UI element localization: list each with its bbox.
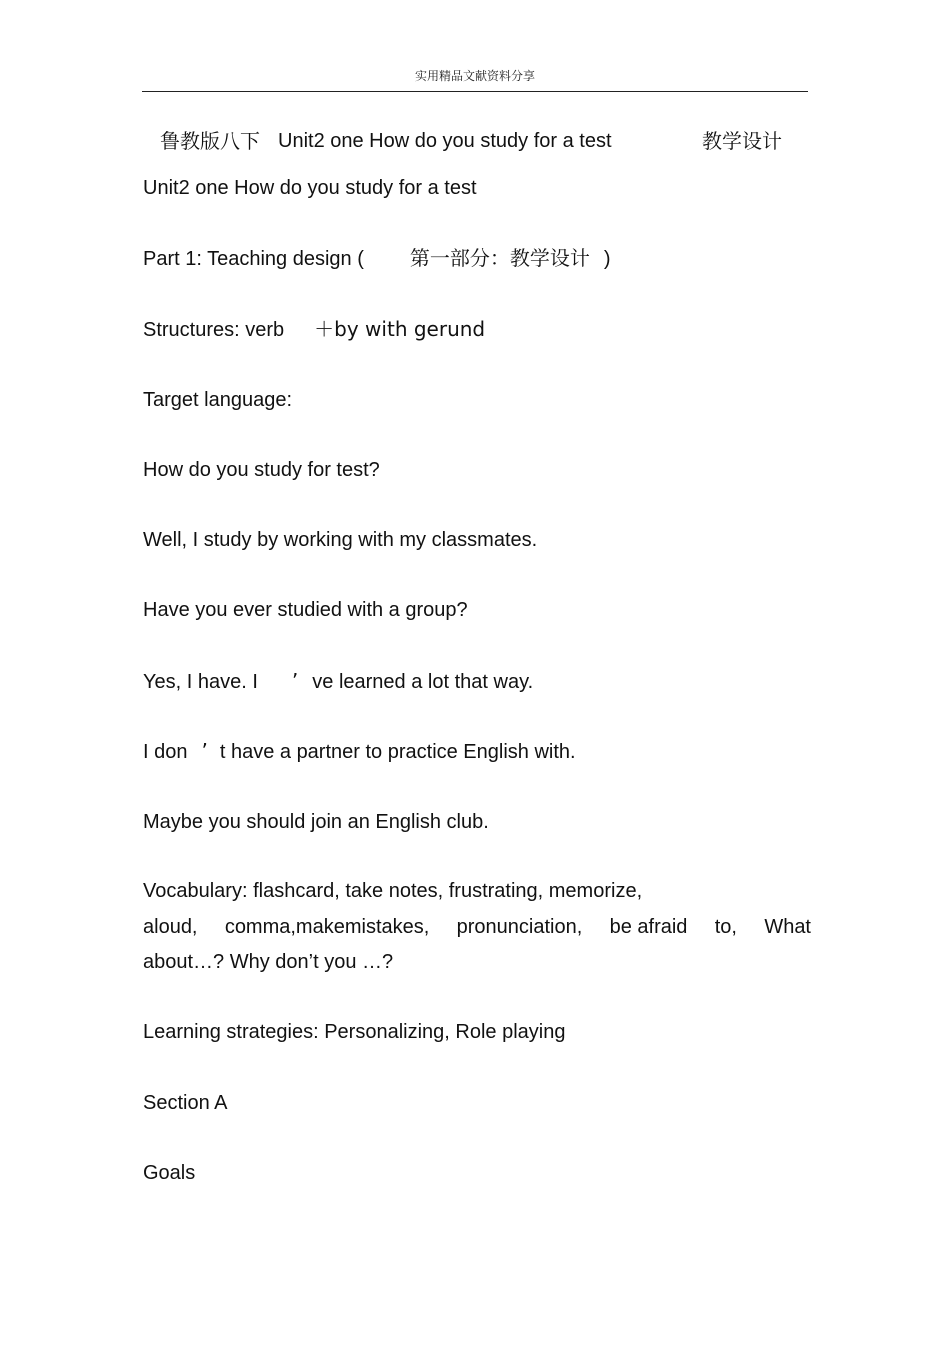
part1-suffix: ) xyxy=(603,248,611,270)
example-sentence-4: Maybe you should join an English club. xyxy=(143,811,489,833)
vocab-word: comma,makemistakes, xyxy=(224,916,430,938)
learning-strategies: Learning strategies: Personalizing, Role playing xyxy=(143,1021,566,1043)
structures-label: Structures: verb xyxy=(143,319,285,341)
vocab-word: to, xyxy=(714,916,737,938)
vocab-word: aloud, xyxy=(143,916,198,938)
header-divider xyxy=(142,91,808,92)
example-sentence-3 xyxy=(143,739,576,764)
answer-2-apostrophe: ’ xyxy=(291,669,299,693)
sentence-3-apostrophe: ’ xyxy=(201,739,208,763)
part1-cn: 第一部分：教学设计 xyxy=(409,246,590,270)
example-question-2: Have you ever studied with a group? xyxy=(143,599,468,621)
section-a-heading: Section A xyxy=(143,1092,228,1114)
answer-2-part-a: Yes, I have. I xyxy=(143,671,258,693)
sentence-3-part-c: t have a partner to practice English with. xyxy=(219,741,576,763)
target-language-label: Target language: xyxy=(143,389,293,411)
vocab-word: be afraid xyxy=(609,916,688,938)
title-en: Unit2 one How do you study for a test xyxy=(278,130,612,152)
vocabulary-line-3: about…? Why don’t you …? xyxy=(143,951,394,973)
page-header: 实用精品文献资料分享 xyxy=(414,69,535,83)
sentence-3-part-a: I don xyxy=(143,741,188,763)
example-answer-1: Well, I study by working with my classmates. xyxy=(143,529,538,551)
goals-heading: Goals xyxy=(143,1162,196,1184)
vocabulary-line-2 xyxy=(143,915,811,939)
vocab-word: What xyxy=(764,916,811,938)
part1-heading xyxy=(143,246,611,271)
structures-line xyxy=(143,317,485,342)
vocab-word: pronunciation, xyxy=(456,916,583,938)
example-question-1: How do you study for test? xyxy=(143,459,380,481)
title-cn-left: 鲁教版八下 xyxy=(160,129,260,153)
structures-value: ＋by with gerund xyxy=(314,317,486,341)
unit-line: Unit2 one How do you study for a test xyxy=(143,177,477,199)
part1-prefix: Part 1: Teaching design ( xyxy=(143,248,364,270)
title-cn-right: 教学设计 xyxy=(702,129,782,153)
vocabulary-line-1: Vocabulary: flashcard, take notes, frustrating, memorize, xyxy=(143,880,643,902)
example-answer-2 xyxy=(143,669,533,694)
answer-2-part-c: ve learned a lot that way. xyxy=(312,671,534,693)
